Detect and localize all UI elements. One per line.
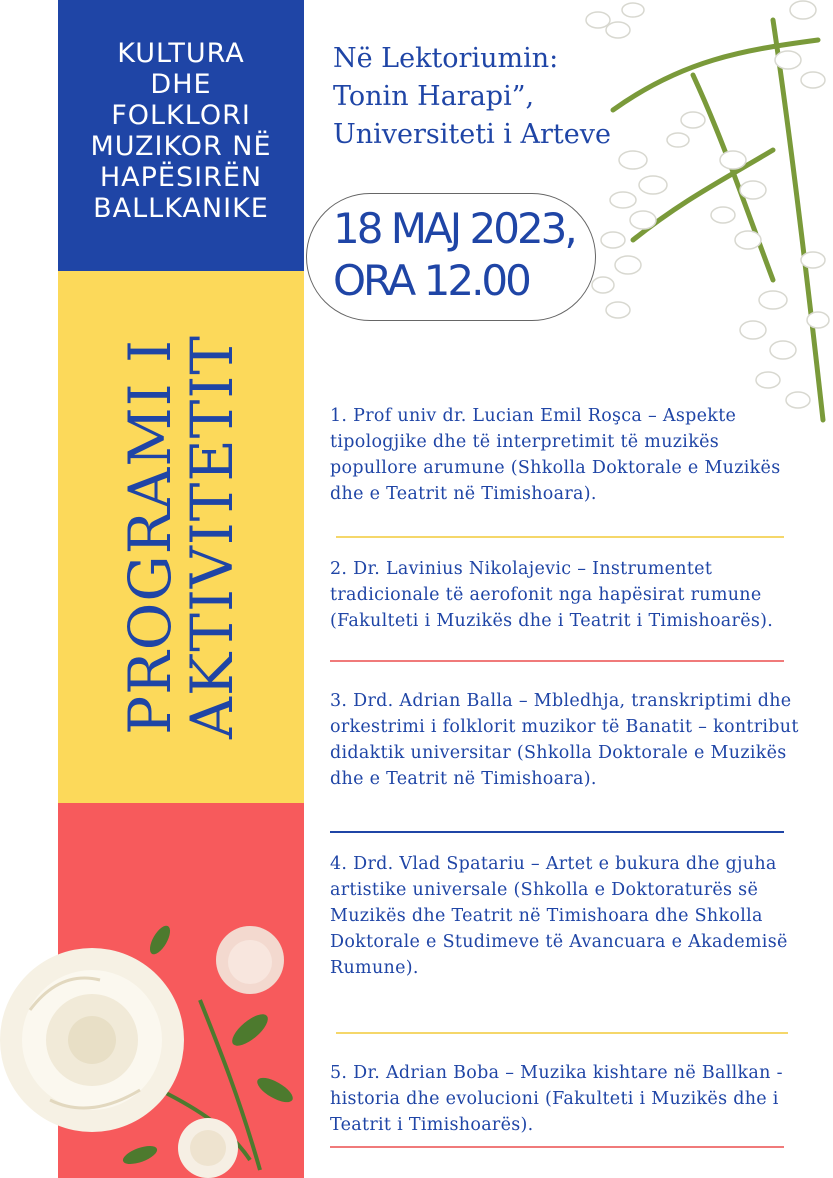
program-item: 3. Drd. Adrian Balla – Mbledhja, transkriptimi dhe orkestrimi i folklorit muzikor të Banatit – kontribut didaktik universitar (Shkolla Doktorale e Muzikës dhe e Teatrit në Timishoara). bbox=[330, 691, 799, 789]
separator-red bbox=[330, 660, 784, 662]
separator-yellow bbox=[336, 536, 784, 538]
title-line: KULTURA bbox=[117, 38, 245, 69]
title-line: DHE bbox=[150, 69, 212, 100]
venue-text bbox=[333, 40, 611, 154]
program-heading-line: PROGRAMI I bbox=[116, 339, 184, 735]
venue-line: Në Lektoriumin: bbox=[333, 43, 559, 74]
separator-yellow bbox=[336, 1032, 788, 1034]
program-heading-area bbox=[58, 271, 304, 803]
title-line: HAPËSIRËN bbox=[99, 162, 263, 193]
program-item: 4. Drd. Vlad Spatariu – Artet e bukura dhe gjuha artistike universale (Shkolla e Doktoraturës së Muzikës dhe Teatrit në Timishoara dhe Shkolla Doktorale e Studimeve të Avancuara e Akademisë Rumune). bbox=[330, 854, 788, 978]
separator-red bbox=[330, 1146, 784, 1148]
venue-line: Universiteti i Arteve bbox=[333, 119, 611, 150]
event-time: ORA 12.00 bbox=[333, 256, 529, 305]
event-date: 18 MAJ 2023, bbox=[333, 204, 575, 253]
program-item: 2. Dr. Lavinius Nikolajevic – Instrumentet tradicionale të aerofonit nga hapësirat rumune (Fakulteti i Muzikës dhe i Teatrit i Timishoarës). bbox=[330, 559, 774, 631]
program-item: 5. Dr. Adrian Boba – Muzika kishtare në Ballkan - historia dhe evolucioni (Fakulteti i Muzikës dhe i Teatrit i Timishoarës). bbox=[330, 1063, 783, 1135]
event-title bbox=[62, 38, 300, 224]
program-heading bbox=[116, 335, 246, 739]
title-line: FOLKLORI bbox=[111, 100, 251, 131]
program-heading-line: AKTIVITETIT bbox=[178, 335, 246, 739]
program-item: 1. Prof univ dr. Lucian Emil Roşca – Aspekte tipologjike dhe të interpretimit të muzikës popullore arumune (Shkolla Doktorale e Muzikës dhe e Teatrit në Timishoara). bbox=[330, 406, 781, 504]
venue-line: Tonin Harapi”, bbox=[333, 81, 535, 112]
title-line: MUZIKOR NË bbox=[90, 131, 272, 162]
blossom-branch-illustration bbox=[573, 0, 833, 440]
title-line: BALLKANIKE bbox=[93, 193, 269, 224]
white-roses-illustration bbox=[0, 910, 300, 1178]
separator-blue bbox=[330, 831, 784, 833]
